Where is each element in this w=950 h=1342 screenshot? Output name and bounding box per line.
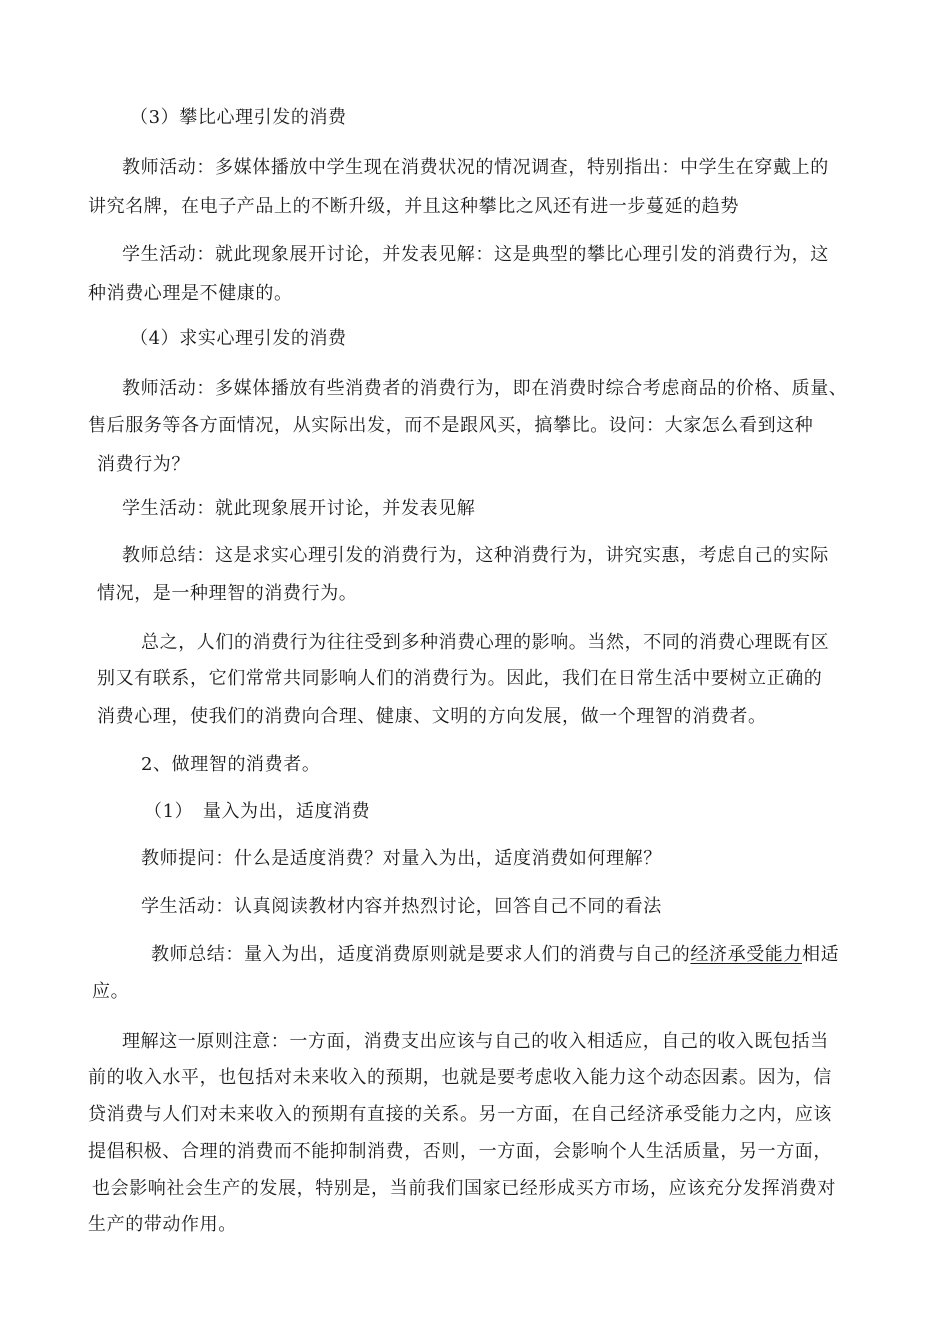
summary-text-before: 教师总结：量入为出，适度消费原则就是要求人们的消费与自己的: [151, 944, 691, 965]
paragraph-line: 教师提问：什么是适度消费？对量入为出，适度消费如何理解？: [141, 848, 662, 869]
section-heading-2: 2、做理智的消费者。: [141, 754, 321, 775]
paragraph-line: 教师总结：这是求实心理引发的消费行为，这种消费行为，讲究实惠，考虑自己的实际: [122, 545, 829, 566]
paragraph-line: 贷消费与人们对未来收入的预期有直接的关系。另一方面，在自己经济承受能力之内，应该: [88, 1104, 832, 1125]
paragraph-line: 学生活动：就此现象展开讨论，并发表见解: [122, 498, 476, 519]
paragraph-line: 也会影响社会生产的发展，特别是，当前我们国家已经形成买方市场，应该充分发挥消费对: [92, 1178, 836, 1199]
paragraph-line: 提倡积极、合理的消费而不能抑制消费，否则，一方面，会影响个人生活质量，另一方面，: [88, 1141, 832, 1162]
paragraph-line: 售后服务等各方面情况，从实际出发，而不是跟风买，搞攀比。设问：大家怎么看到这种: [88, 415, 814, 436]
paragraph-line: 教师活动：多媒体播放有些消费者的消费行为，即在消费时综合考虑商品的价格、质量、: [122, 378, 848, 399]
summary-text-after: 相适: [802, 944, 840, 965]
paragraph-line: 消费心理，使我们的消费向合理、健康、文明的方向发展，做一个理智的消费者。: [97, 706, 767, 727]
paragraph-line: 应。: [92, 981, 130, 1002]
paragraph-line: 别又有联系，它们常常共同影响人们的消费行为。因此，我们在日常生活中要树立正确的: [97, 668, 823, 689]
subsection-heading-1: （1） 量入为出，适度消费: [144, 801, 371, 822]
section-heading-3: （3）攀比心理引发的消费: [130, 107, 347, 128]
underlined-term: 经济承受能力: [690, 944, 803, 965]
paragraph-line: 情况，是一种理智的消费行为。: [97, 583, 358, 604]
paragraph-line: 学生活动：就此现象展开讨论，并发表见解：这是典型的攀比心理引发的消费行为，这: [122, 244, 829, 265]
paragraph-line: 理解这一原则注意：一方面，消费支出应该与自己的收入相适应，自己的收入既包括当: [122, 1031, 829, 1052]
paragraph-line: 生产的带动作用。: [88, 1214, 237, 1235]
paragraph-line: 学生活动：认真阅读教材内容并热烈讨论，回答自己不同的看法: [141, 896, 662, 917]
section-heading-4: （4）求实心理引发的消费: [130, 328, 347, 349]
paragraph-line: 讲究名牌，在电子产品上的不断升级，并且这种攀比之风还有进一步蔓延的趋势: [88, 196, 739, 217]
paragraph-line: 消费行为？: [97, 454, 190, 475]
paragraph-line: 教师活动：多媒体播放中学生现在消费状况的情况调查，特别指出：中学生在穿戴上的: [122, 157, 829, 178]
summary-line: [151, 943, 839, 967]
paragraph-line: 种消费心理是不健康的。: [88, 283, 293, 304]
paragraph-line: 前的收入水平，也包括对未来收入的预期，也就是要考虑收入能力这个动态因素。因为，信: [88, 1067, 832, 1088]
paragraph-line: 总之，人们的消费行为往往受到多种消费心理的影响。当然，不同的消费心理既有区: [141, 632, 830, 653]
